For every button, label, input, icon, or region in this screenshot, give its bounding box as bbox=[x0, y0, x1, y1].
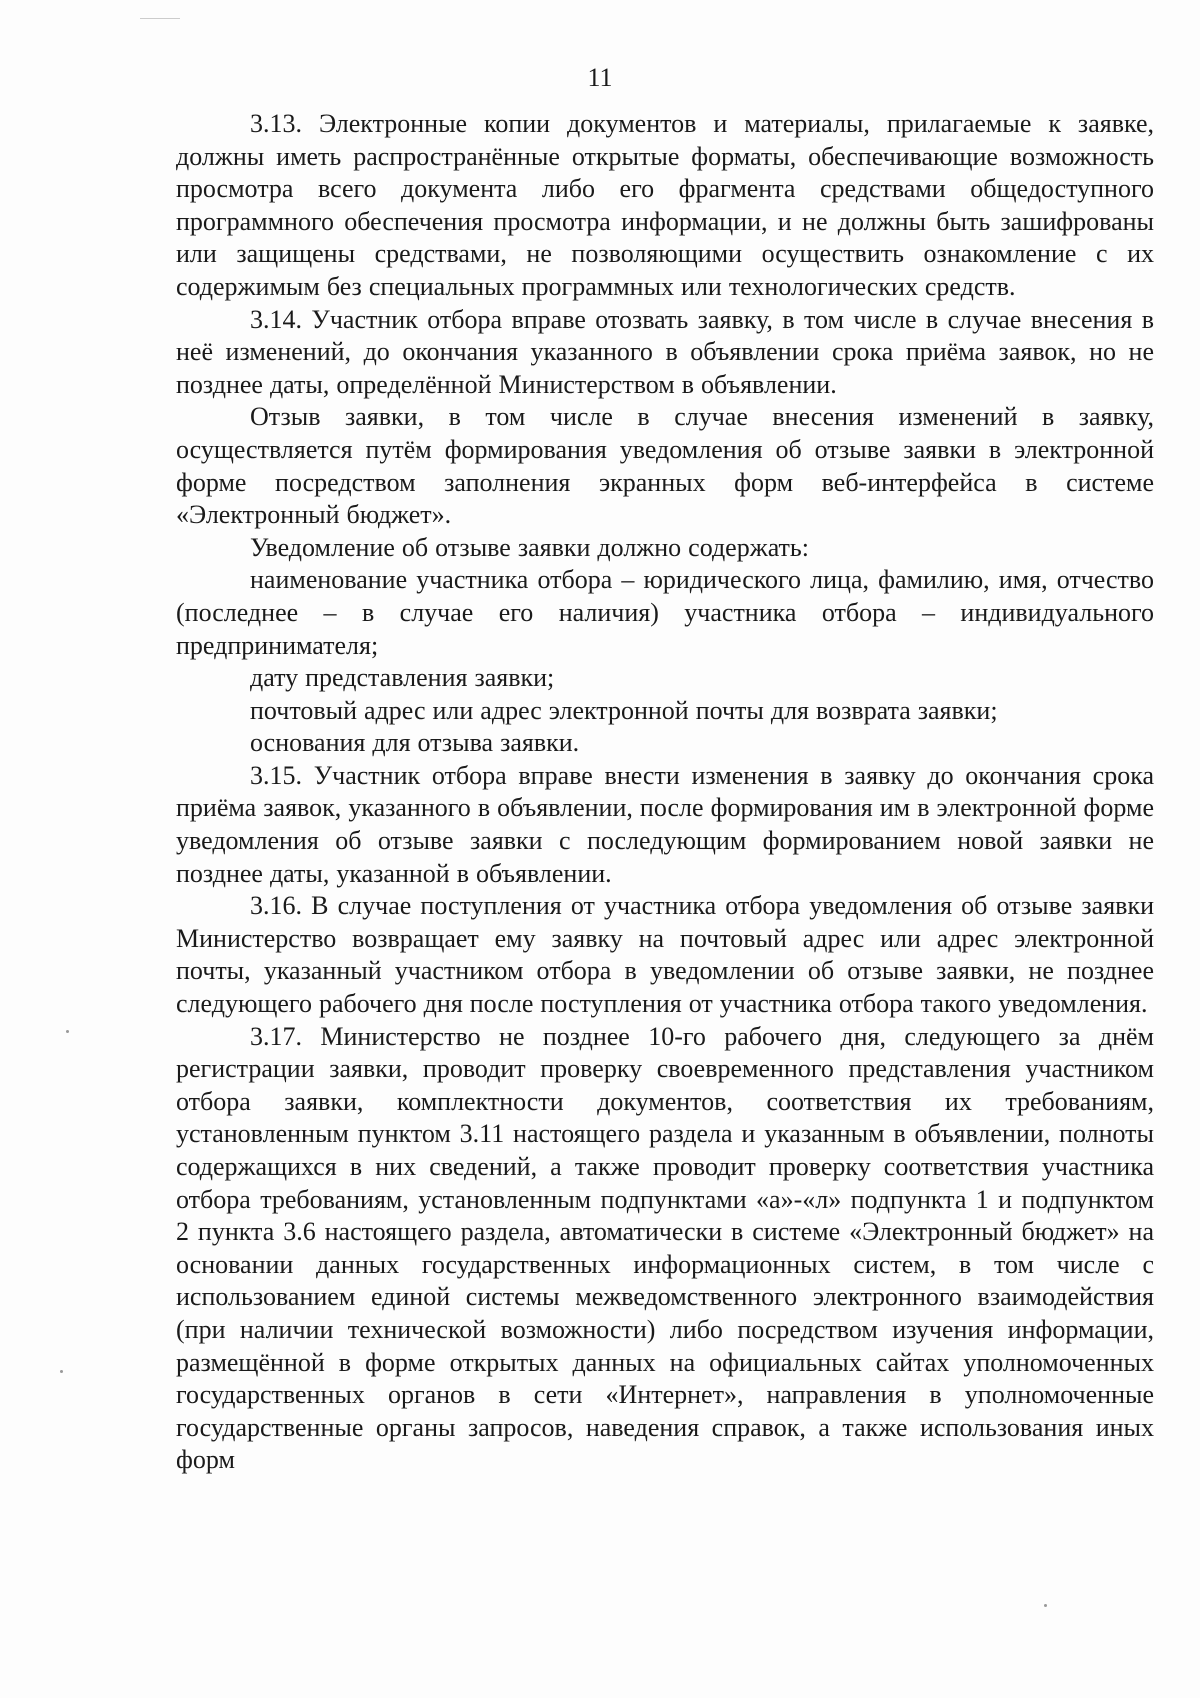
paragraph-3-17: 3.17. Министерство не позднее 10-го рабочего дня, следующего за днём регистрации заявки, проводит проверку своевременного представления участником отбора заявки, комплектности документов, соответствия их требованиям, установленным пунктом 3.11 настоящего раздела и указанным в объявлении, полноты содержащихся в них сведений, а также проводит проверку соответствия участника отбора требованиям, установленным подпунктами «а»-«л» подпункта 1 и подпунктом 2 пункта 3.6 настоящего раздела, автоматически в системе «Электронный бюджет» на основании данных государственных информационных систем, в том числе с использованием единой системы межведомственного электронного взаимодействия (при наличии технической возможности) либо посредством изучения информации, размещённой в форме открытых данных на официальных сайтах уполномоченных государственных органов в сети «Интернет», направления в уполномоченные государственные органы запросов, наведения справок, а также использования иных форм bbox=[176, 1021, 1154, 1475]
scan-dot bbox=[1044, 1604, 1047, 1607]
list-item-date: дату представления заявки; bbox=[250, 663, 555, 693]
page-number: 11 bbox=[587, 63, 613, 92]
list-item-grounds: основания для отзыва заявки. bbox=[250, 728, 580, 758]
paragraph-withdrawal: Отзыв заявки, в том числе в случае внесения изменений в заявку, осуществляется путём формирования уведомления об отзыве заявки в электронной форме посредством заполнения экранных форм веб-интерфейса в системе «Электронный бюджет». bbox=[176, 402, 1154, 530]
paragraph-3-15: 3.15. Участник отбора вправе внести изменения в заявку до окончания срока приёма заявок, указанного в объявлении, после формирования им в электронной форме уведомления об отзыве заявки с последующим формированием новой заявки не позднее даты, указанной в объявлении. bbox=[176, 760, 1154, 888]
paragraph-3-14: 3.14. Участник отбора вправе отозвать заявку, в том числе в случае внесения в неё изменений, до окончания указанного в объявлении срока приёма заявок, но не позднее даты, определённой Министерством в объявлении. bbox=[176, 304, 1154, 399]
paragraph-3-16: 3.16. В случае поступления от участника отбора уведомления об отзыве заявки Министерство возвращает ему заявку на почтовый адрес или адрес электронной почты, указанный участником отбора в уведомлении об отзыве заявки, не позднее следующего рабочего дня после поступления от участника отбора такого уведомления. bbox=[176, 891, 1154, 1019]
scan-dot bbox=[140, 18, 180, 19]
list-item-address: почтовый адрес или адрес электронной почты для возврата заявки; bbox=[250, 695, 998, 725]
scan-dot bbox=[66, 1030, 69, 1033]
paragraph-notice-contents: Уведомление об отзыве заявки должно содержать: bbox=[250, 532, 809, 562]
paragraph-3-13: 3.13. Электронные копии документов и материалы, прилагаемые к заявке, должны иметь распространённые открытые форматы, обеспечивающие возможность просмотра всего документа либо его фрагмента средствами общедоступного программного обеспечения просмотра информации, и не должны быть зашифрованы или защищены средствами, не позволяющими осуществить ознакомление с их содержимым без специальных программных или технологических средств. bbox=[176, 109, 1154, 301]
list-item-name: наименование участника отбора – юридического лица, фамилию, имя, отчество (последнее – в случае его наличия) участника отбора – индивидуального предпринимателя; bbox=[176, 565, 1154, 660]
scan-dot bbox=[60, 1370, 63, 1373]
document-body bbox=[176, 108, 1154, 1477]
